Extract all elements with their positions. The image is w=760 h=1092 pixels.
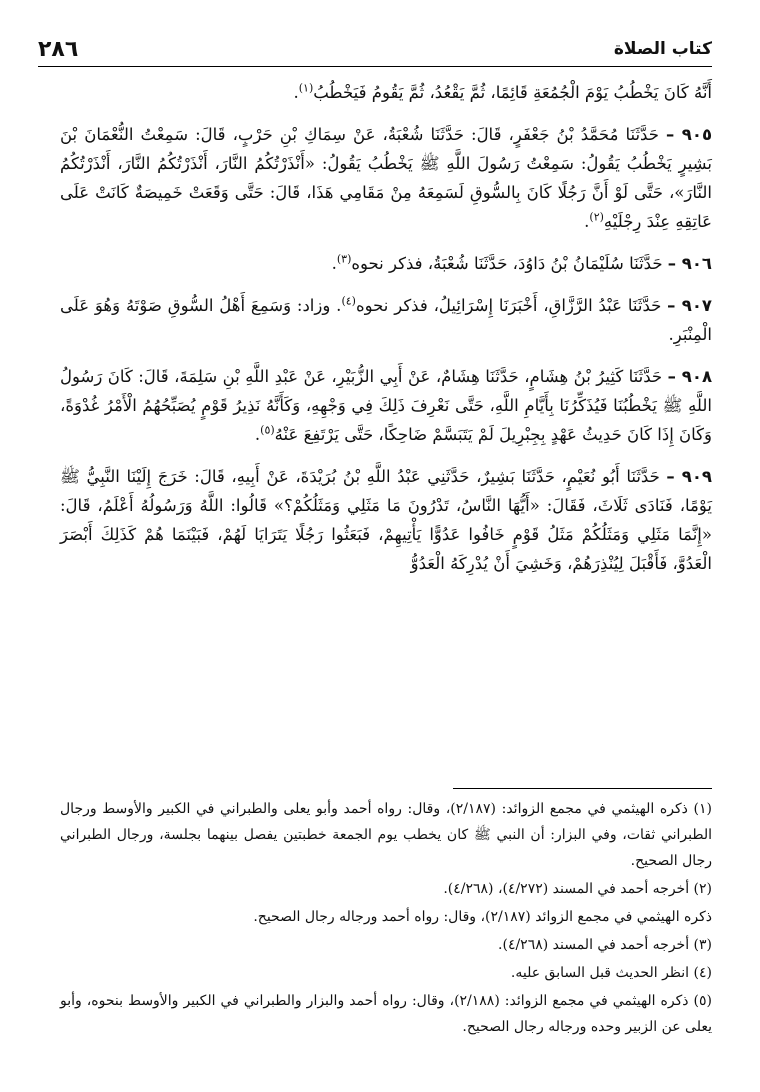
hadith-908 [60,362,712,449]
hadith-number: ٩٠٥ – [665,125,713,144]
footnote-ref: (٤) [341,294,356,308]
paragraph-text: حَدَّثَنَا عَبْدُ الرَّزَّاقِ، أَخْبَرَنَا إِسْرَائِيلُ، فذكر نحوه [355,296,662,315]
hadith-number: ٩٠٧ – [667,296,712,315]
book-title: كتاب الصلاة [613,39,712,59]
hadith-number: ٩٠٩ – [666,467,712,486]
footnote-ref: (١) [298,81,314,95]
paragraph-after: . [293,83,299,102]
paragraph-text: حَدَّثَنَا مُحَمَّدُ بْنُ جَعْفَرٍ، قَالَ: حَدَّثَنَا شُعْبَةُ، عَنْ سِمَاكِ بْنِ حَرْبٍ، قَالَ: سَمِعْتُ النُّعْمَانَ بْنَ بَشِيرٍ يَخْطُبُ يَقُولُ: سَمِعْتُ رَسُولَ اللَّهِ ﷺ يَخْطُبُ يَقُولُ: «أَنْذَرْتُكُمُ النَّارَ، أَنْذَرْتُكُمُ النَّارَ، أَنْذَرْتُكُمُ النَّارَ»، حَتَّى لَوْ أَنَّ رَجُلًا كَانَ بِالسُّوقِ لَسَمِعَهُ مِنْ مَقَامِي هَذَا، قَالَ: حَتَّى وَقَعَتْ خَمِيصَةٌ كَانَتْ عَلَى عَاتِقِهِ عِنْدَ رِجْلَيْهِ [60,125,712,231]
footnote-ref: (٣) [336,252,352,266]
page-header [38,32,712,67]
paragraph-text: حَدَّثَنَا كَثِيرُ بْنُ هِشَامٍ، حَدَّثَنَا هِشَامٌ، عَنْ أَبِي الزُّبَيْرِ، عَنْ عَبْدِ اللَّهِ بْنِ سَلِمَةَ، قَالَ: كَانَ رَسُولُ اللَّهِ ﷺ يَخْطُبُنَا فَيُذَكِّرُنَا بِأَيَّامِ اللَّهِ، حَتَّى نَعْرِفَ ذَلِكَ فِي وَجْهِهِ، وَكَأَنَّهُ نَذِيرُ قَوْمٍ يُصَبِّحُهُمُ الْأَمْرُ غُدْوَةً، وَكَانَ إِذَا كَانَ حَدِيثُ عَهْدٍ بِجِبْرِيلَ لَمْ يَتَبَسَّمْ ضَاحِكًا، حَتَّى يَرْتَفِعَ عَنْهُ [60,367,712,444]
footnote: (١) ذكره الهيثمي في مجمع الزوائد: (٢/١٨٧)، وقال: رواه أحمد وأبو يعلى والطبراني في الكبير والأوسط ورجال الطبراني ثقات، وفي البزار: أن النبي ﷺ كان يخطب يوم الجمعة خطبتين يفصل بينهما بجلسة، ورجال الطبراني رجال الصحيح. [60,801,712,869]
footnote: (٥) ذكره الهيثمي في مجمع الزوائد: (٢/١٨٨)، وقال: رواه أحمد والبزار والطبراني في الكبير والأوسط بنحوه، وأبو يعلى عن الزبير وحده ورجاله رجال الصحيح. [60,993,712,1035]
paragraph [60,78,712,107]
paragraph-after: . [584,212,590,231]
hadith-number: ٩٠٦ – [667,254,712,273]
footnote: (٣) أخرجه أحمد في المسند (٤/٢٦٨). [498,937,712,953]
footnote-divider [453,788,712,789]
page-number: ٢٨٦ [38,36,79,62]
hadith-907 [60,291,712,349]
footnote: (٢) أخرجه أحمد في المسند (٤/٢٧٢)، (٤/٢٦٨). [443,881,712,897]
footnote: ذكره الهيثمي في مجمع الزوائد (٢/١٨٧)، وقال: رواه أحمد ورجاله رجال الصحيح. [253,909,712,925]
paragraph-text: حَدَّثَنَا سُلَيْمَانُ بْنُ دَاوُدَ، حَدَّثَنَا شُعْبَةُ، فذكر نحوه [351,254,663,273]
footnote-ref: (٢) [589,210,604,224]
paragraph-after: . [331,254,337,273]
hadith-906 [60,249,712,278]
hadith-909 [60,462,712,578]
footnote-ref: (٥) [260,423,275,437]
footnote: (٤) انظر الحديث قبل السابق عليه. [510,965,712,981]
footnotes [60,796,712,1042]
hadith-number: ٩٠٨ – [667,367,713,386]
paragraph-after: . [254,425,261,444]
paragraph-text: حَدَّثَنَا أَبُو نُعَيْمٍ، حَدَّثَنَا بَشِيرٌ، حَدَّثَنِي عَبْدُ اللَّهِ بْنُ بُرَيْدَةَ، عَنْ أَبِيهِ، قَالَ: خَرَجَ إِلَيْنَا النَّبِيُّ ﷺ يَوْمًا، فَنَادَى ثَلَاثَ، فَقَالَ: «أَيُّهَا النَّاسُ، تَدْرُونَ مَا مَثَلِي وَمَثَلُكُمْ؟» قَالُوا: اللَّهُ وَرَسُولُهُ أَعْلَمُ، قَالَ: «إِنَّمَا مَثَلِي وَمَثَلُكُمْ مَثَلُ قَوْمٍ خَافُوا عَدُوًّا يَأْتِيهِمْ، فَبَعَثُوا رَجُلًا يَتَرَايَا لَهُمْ، فَبَيْنَمَا هُمْ كَذَلِكَ أَبْصَرَ الْعَدُوَّ، فَأَقْبَلَ لِيُنْذِرَهُمْ، وَخَشِيَ أَنْ يُدْرِكَهُ الْعَدُوُّ [60,467,712,573]
hadith-905 [60,120,712,236]
paragraph-after: . وزاد: وَسَمِعَ أَهْلُ السُّوقِ صَوْتَهُ وَهُوَ عَلَى الْمِنْبَرِ. [60,296,712,344]
main-text [60,78,712,591]
paragraph-text: أَنَّهُ كَانَ يَخْطُبُ يَوْمَ الْجُمُعَةِ قَائِمًا، ثُمَّ يَقْعُدُ، ثُمَّ يَقُومُ فَيَخْطُبُ [313,83,712,102]
